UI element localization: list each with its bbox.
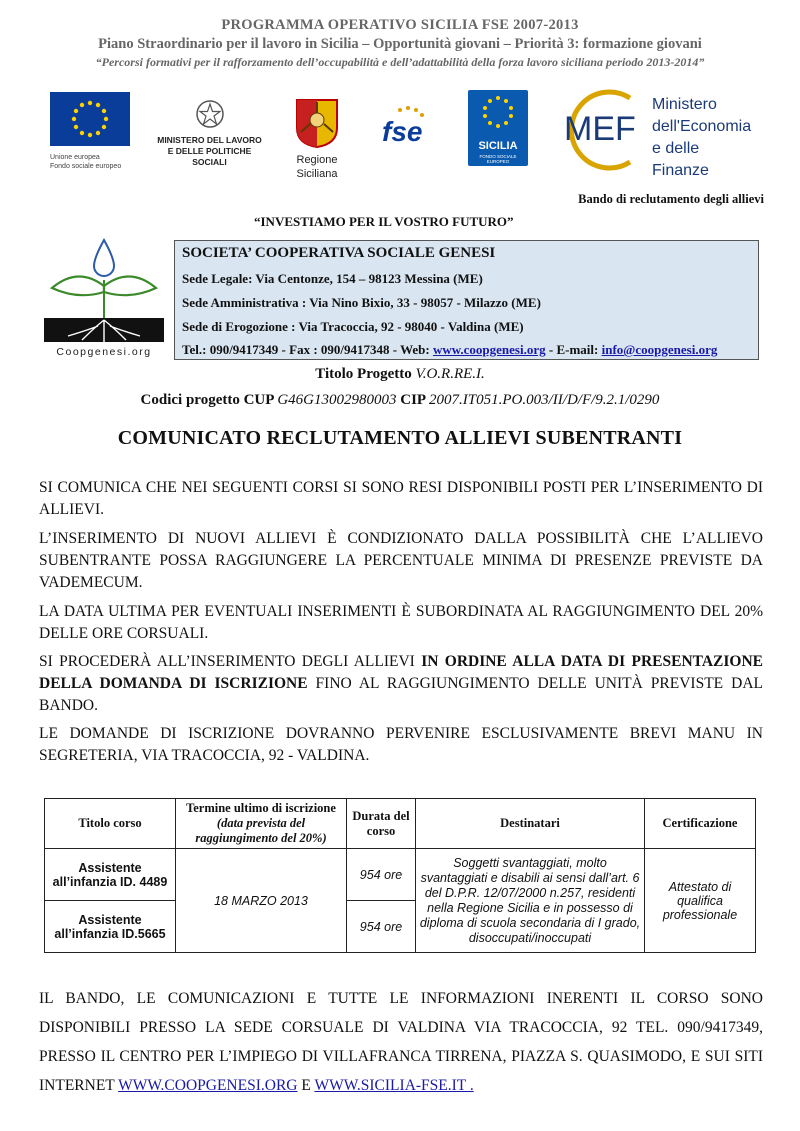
footer-text: IL BANDO, LE COMUNICAZIONI E TUTTE LE INFORMAZIONI INERENTI IL CORSO SONO DISPONIBILI PRESSO LA SEDE CORSUALE DI VALDINA VIA TRACOCCIA, 92 TEL. 090/9417349, PRESSO IL CENTRO PER L’IMPIEGO DI VILLAFRANCA TIRRENA, PIAZZA S. QUASIMODO, E SUI SITI INTERNET (39, 990, 763, 1094)
coopgenesi-label: Coopgenesi.org (56, 346, 152, 358)
th-certificazione: Certificazione (645, 799, 756, 849)
cip-label: CIP (396, 392, 430, 408)
mef-logo (560, 88, 760, 179)
regione-label-1: Regione (296, 154, 338, 166)
sede-erogazione: Sede di Erogozione : Via Tracoccia, 92 - 98040 - Valdina (ME) (182, 319, 524, 334)
footer-paragraph (39, 984, 763, 1100)
email-prefix: - E-mail: (545, 342, 602, 357)
th-termine (176, 799, 347, 849)
mef-label: MEF (564, 110, 636, 148)
project-title-value: V.O.R.RE.I. (415, 366, 485, 382)
page-title: COMUNICATO RECLUTAMENTO ALLIEVI SUBENTRANTI (117, 427, 683, 449)
cip-value: 2007.IT051.PO.003/II/D/F/9.2.1/0290 (429, 392, 660, 408)
sicilia-fse-site-link[interactable]: WWW.SICILIA-FSE.IT . (314, 1077, 474, 1094)
ministero-label-2: E DELLE POLITICHE SOCIALI (167, 146, 252, 167)
fse-label: fse (382, 116, 423, 147)
paragraph-2: L’INSERIMENTO DI NUOVI ALLIEVI È CONDIZIONATO DALLA POSSIBILITÀ CHE L’ALLIEVO SUBENTRANTE POSSA RAGGIUNGERE LA PERCENTUALE MINIMA DI PRESENZE PREVISTE DA VADEMECUM. (39, 530, 763, 591)
eu-label-1: Unione europea (50, 154, 100, 161)
paragraph-3: LA DATA ULTIMA PER EVENTUALI INSERIMENTI È SUBORDINATA AL RAGGIUNGIMENTO DEL 20% DELLE ORE CORSUALI. (39, 603, 763, 642)
table-header-row (45, 799, 756, 849)
project-title-line (0, 366, 800, 383)
th-destinatari: Destinatari (416, 799, 645, 849)
slogan: “INVESTIAMO PER IL VOSTRO FUTURO” (254, 214, 514, 229)
paragraph-1: SI COMUNICA CHE NEI SEGUENTI CORSI SI SONO RESI DISPONIBILI POSTI PER L’INSERIMENTO DI ALLIEVI. (39, 479, 763, 518)
cup-value: G46G13002980003 (277, 392, 397, 408)
course-name-2: Assistente all’infanzia ID.5665 (45, 901, 176, 953)
web-link[interactable]: www.coopgenesi.org (432, 342, 546, 357)
mef-label-2: dell'Economia (652, 118, 752, 135)
th-durata: Durata del corso (347, 799, 416, 849)
header-program: PROGRAMMA OPERATIVO SICILIA FSE 2007-2013 (221, 17, 579, 33)
sicilia-sub-label: FONDO SOCIALE EUROPEO (479, 154, 517, 164)
th-titolo: Titolo corso (45, 799, 176, 849)
termine-cell: 18 MARZO 2013 (176, 849, 347, 953)
certificazione-cell: Attestato di qualifica professionale (645, 849, 756, 953)
contacts-line (182, 342, 717, 358)
email-link[interactable]: info@coopgenesi.org (601, 342, 718, 357)
trinacria-icon (295, 98, 339, 148)
regione-siciliana-logo (286, 98, 348, 181)
fse-logo (378, 104, 438, 150)
p4-bold: IN ORDINE ALLA DATA DI PRESENTAZIONE DELLA DOMANDA DI ISCRIZIONE (39, 653, 763, 692)
coopgenesi-logo (38, 236, 170, 360)
eu-label-2: Fondo sociale europeo (50, 163, 122, 170)
sicilia-fse-logo (468, 90, 528, 166)
sicilia-stars-icon (468, 92, 528, 136)
org-name: SOCIETA’ COOPERATIVA SOCIALE GENESI (182, 245, 496, 261)
destinatari-cell: Soggetti svantaggiati, molto svantaggiati e disabili ai sensi dall’art. 6 del D.P.R. 12/07/2000 n.257, residenti nella Regione Sicilia e in possesso di diploma di scuola secondaria di I grado, disoccupati/inoccupati (416, 849, 645, 953)
courses-table (44, 798, 756, 953)
sede-legale: Sede Legale: Via Centonze, 154 – 98123 Messina (ME) (182, 271, 483, 286)
eu-flag-icon (50, 92, 130, 146)
bando-label: Bando di reclutamento degli allievi (578, 192, 764, 206)
course-name-1: Assistente all’infanzia ID. 4489 (45, 849, 176, 901)
organization-info-box (174, 240, 759, 360)
emblem-icon (193, 98, 227, 130)
coopgenesi-site-link[interactable]: WWW.COOPGENESI.ORG (118, 1077, 298, 1094)
th-termine-a: Termine ultimo di iscrizione (186, 801, 336, 815)
paragraph-5: LE DOMANDE DI ISCRIZIONE DOVRANNO PERVENIRE ESCLUSIVAMENTE BREVI MANU IN SEGRETERIA, VIA TRACOCCIA, 92 - VALDINA. (39, 725, 763, 764)
plant-drop-icon (38, 236, 170, 346)
sede-amministrativa: Sede Amministrativa : Via Nino Bixio, 33 - 98057 - Milazzo (ME) (182, 295, 541, 310)
th-termine-b: (data prevista del raggiungimento del 20%) (195, 816, 327, 845)
mef-label-1: Ministero (652, 96, 717, 113)
paragraph-4 (39, 651, 763, 717)
header-plan: Piano Straordinario per il lavoro in Sicilia – Opportunità giovani – Priorità 3: formazione giovani (98, 36, 702, 52)
sicilia-label: SICILIA (478, 140, 518, 152)
project-codes-line (0, 392, 800, 409)
eu-logo (50, 92, 130, 171)
header-subtitle: “Percorsi formativi per il rafforzamento dell’occupabilità e dell’adattabilità della forza lavoro siciliana periodo 2013-2014” (95, 55, 705, 69)
footer-and: E (297, 1077, 315, 1094)
tel-fax-text: Tel.: 090/9417349 - Fax : 090/9417348 - Web: (182, 342, 433, 357)
p4-end: FINO AL RAGGIUNGIMENTO DELLE UNITÀ PREVISTE DAL BANDO. (39, 675, 763, 714)
regione-label-2: Siciliana (296, 168, 338, 180)
table-row (45, 849, 756, 901)
durata-1: 954 ore (347, 849, 416, 901)
durata-2: 954 ore (347, 901, 416, 953)
ministero-lavoro-logo (152, 98, 267, 168)
ministero-label-1: MINISTERO DEL LAVORO (157, 135, 262, 145)
mef-label-3: e delle Finanze (652, 140, 709, 179)
project-title-label: Titolo Progetto (315, 366, 416, 382)
codes-label: Codici progetto CUP (140, 392, 278, 408)
p4-start: SI PROCEDERÀ ALL’INSERIMENTO DEGLI ALLIEVI (39, 653, 422, 670)
